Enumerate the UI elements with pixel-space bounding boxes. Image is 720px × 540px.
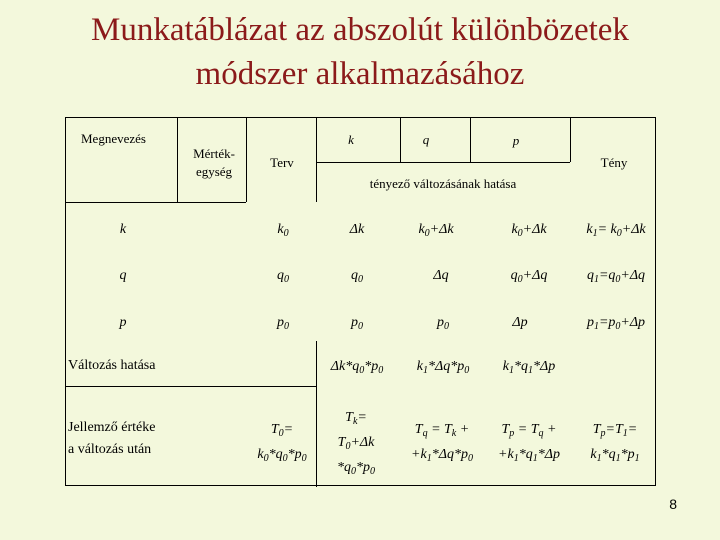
line-q-right xyxy=(470,118,471,162)
line-k-right xyxy=(400,118,401,162)
row-q-plan: $q_0$ xyxy=(277,268,289,285)
title-line-1: Munkatáblázat az abszolút különbözetek xyxy=(91,12,629,48)
row-p-q: $p_0$ xyxy=(437,315,449,332)
row-p-p: Δp xyxy=(512,315,528,330)
row-k-actual: $k_1= k_0+\Delta k$ xyxy=(586,222,646,239)
row-p-actual: $p_1=p_0+\Delta p$ xyxy=(586,315,646,332)
line-left-header-top xyxy=(66,202,246,203)
row-value-name: Jellemző értéke a változás után xyxy=(68,420,156,457)
row-effect-p: $k_1*q_1*\Delta p$ xyxy=(502,359,556,376)
slide-title xyxy=(0,8,720,96)
row-effect-q: $k_1*\Delta q*p_0$ xyxy=(416,359,470,376)
row-value-k: $T_k=$ $T_0+\Delta k$ $*q_0*p_0$ xyxy=(337,410,375,477)
row-q-actual: $q_1=q_0+\Delta q$ xyxy=(586,268,646,285)
line-unit-right xyxy=(246,118,247,202)
row-k-plan: $k_0$ xyxy=(277,222,289,239)
header-unit: Mérték- egység xyxy=(193,146,235,179)
row-value-actual: $T_p=T_1=$ $k_1*q_1*p_1$ xyxy=(590,422,640,464)
line-header-bottom-v-name xyxy=(177,118,178,202)
header-actual: Tény xyxy=(600,155,628,170)
row-p-plan: $p_0$ xyxy=(277,315,289,332)
row-q-k: $q_0$ xyxy=(351,268,363,285)
line-plan-lower xyxy=(316,341,317,487)
header-factor-effect: tényező változásának hatása xyxy=(369,176,517,191)
page-number: 8 xyxy=(669,496,677,512)
row-k-p: $k_0+\Delta k$ xyxy=(511,222,547,239)
row-value-p: $T_p = T_q$ + $+k_1*q_1*\Delta p$ xyxy=(498,422,560,464)
row-k-q: $k_0+\Delta k$ xyxy=(418,222,454,239)
header-q: q xyxy=(422,132,430,147)
row-p-k: $p_0$ xyxy=(351,315,363,332)
line-p-right xyxy=(570,118,571,162)
header-p: p xyxy=(512,133,520,148)
line-effect-row xyxy=(66,386,316,387)
row-value-q: $T_q = T_k$ + $+k_1*\Delta q*p_0$ xyxy=(411,422,473,464)
row-p-name: p xyxy=(119,315,127,330)
header-plan: Terv xyxy=(270,155,294,170)
row-q-p: $q_0+\Delta q$ xyxy=(510,268,548,285)
header-k: k xyxy=(348,132,354,147)
row-effect-k: $\Delta k*q_0*p_0$ xyxy=(330,359,384,376)
title-line-2: módszer alkalmazásához xyxy=(195,56,525,92)
row-value-plan: $T_0=$ $k_0*q_0*p_0$ xyxy=(257,422,307,464)
row-k-k: Δk xyxy=(349,222,365,237)
row-effect-name: Változás hatása xyxy=(68,358,156,373)
line-plan-right xyxy=(316,118,317,202)
row-q-name: q xyxy=(119,268,127,283)
row-k-name: k xyxy=(119,222,127,237)
line-subheader xyxy=(316,162,570,163)
row-q-q: Δq xyxy=(433,268,449,283)
header-name: Megnevezés xyxy=(81,131,146,146)
worksheet-table xyxy=(65,117,656,486)
